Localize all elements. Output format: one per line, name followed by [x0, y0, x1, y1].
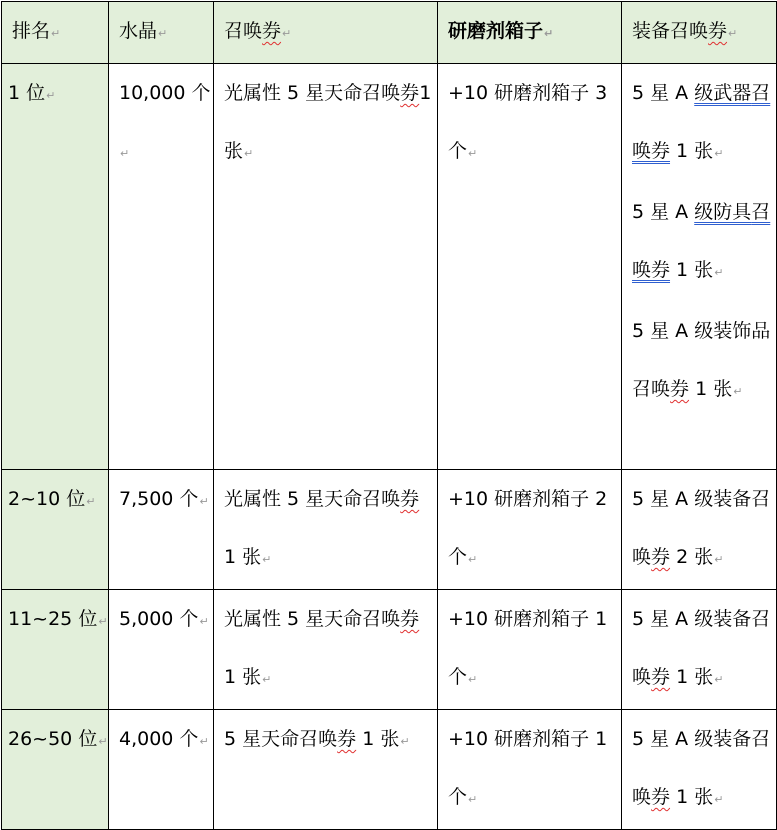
table-row — [2, 710, 777, 830]
summon-ticket-cell: 光属性 5 星天命召唤券 1 张↵ — [214, 590, 438, 710]
header-abrasive-box: 研磨剂箱子↵ — [438, 2, 622, 64]
crystal-cell: 7,500 个↵ — [109, 470, 214, 590]
crystal-cell: 4,000 个↵ — [109, 710, 214, 830]
header-equip-ticket: 装备召唤券↵ — [622, 2, 777, 64]
summon-ticket-cell: 光属性 5 星天命召唤券 1 张↵ — [214, 470, 438, 590]
header-row — [2, 2, 777, 64]
summon-ticket-cell: 5 星天命召唤券 1 张↵ — [214, 710, 438, 830]
abrasive-box-cell: +10 研磨剂箱子 3 个↵ — [438, 64, 622, 470]
header-rank: 排名↵ — [2, 2, 109, 64]
equip-ticket-cell: 5 星 A 级装备召唤券 1 张↵ — [622, 590, 777, 710]
equip-ticket-cell: 5 星 A 级装备召唤券 2 张↵ — [622, 470, 777, 590]
equip-ticket-cell: 5 星 A 级武器召唤券 1 张↵ 5 星 A 级防具召唤券 1 张↵ 5 星 A 级装饰品召唤券 1 张↵ — [622, 64, 777, 470]
equip-ticket-cell: 5 星 A 级装备召唤券 1 张↵ — [622, 710, 777, 830]
rank-cell: 11~25 位↵ — [2, 590, 109, 710]
header-crystal: 水晶↵ — [109, 2, 214, 64]
table-row — [2, 64, 777, 470]
table-row — [2, 590, 777, 710]
summon-ticket-cell: 光属性 5 星天命召唤券1 张↵ — [214, 64, 438, 470]
rewards-table — [1, 1, 777, 830]
header-summon-ticket: 召唤券↵ — [214, 2, 438, 64]
crystal-cell: 10,000 个↵ — [109, 64, 214, 470]
abrasive-box-cell: +10 研磨剂箱子 2 个↵ — [438, 470, 622, 590]
crystal-cell: 5,000 个↵ — [109, 590, 214, 710]
rank-cell: 26~50 位↵ — [2, 710, 109, 830]
abrasive-box-cell: +10 研磨剂箱子 1 个↵ — [438, 710, 622, 830]
rank-cell: 1 位↵ — [2, 64, 109, 470]
table-row — [2, 470, 777, 590]
rank-cell: 2~10 位↵ — [2, 470, 109, 590]
abrasive-box-cell: +10 研磨剂箱子 1 个↵ — [438, 590, 622, 710]
